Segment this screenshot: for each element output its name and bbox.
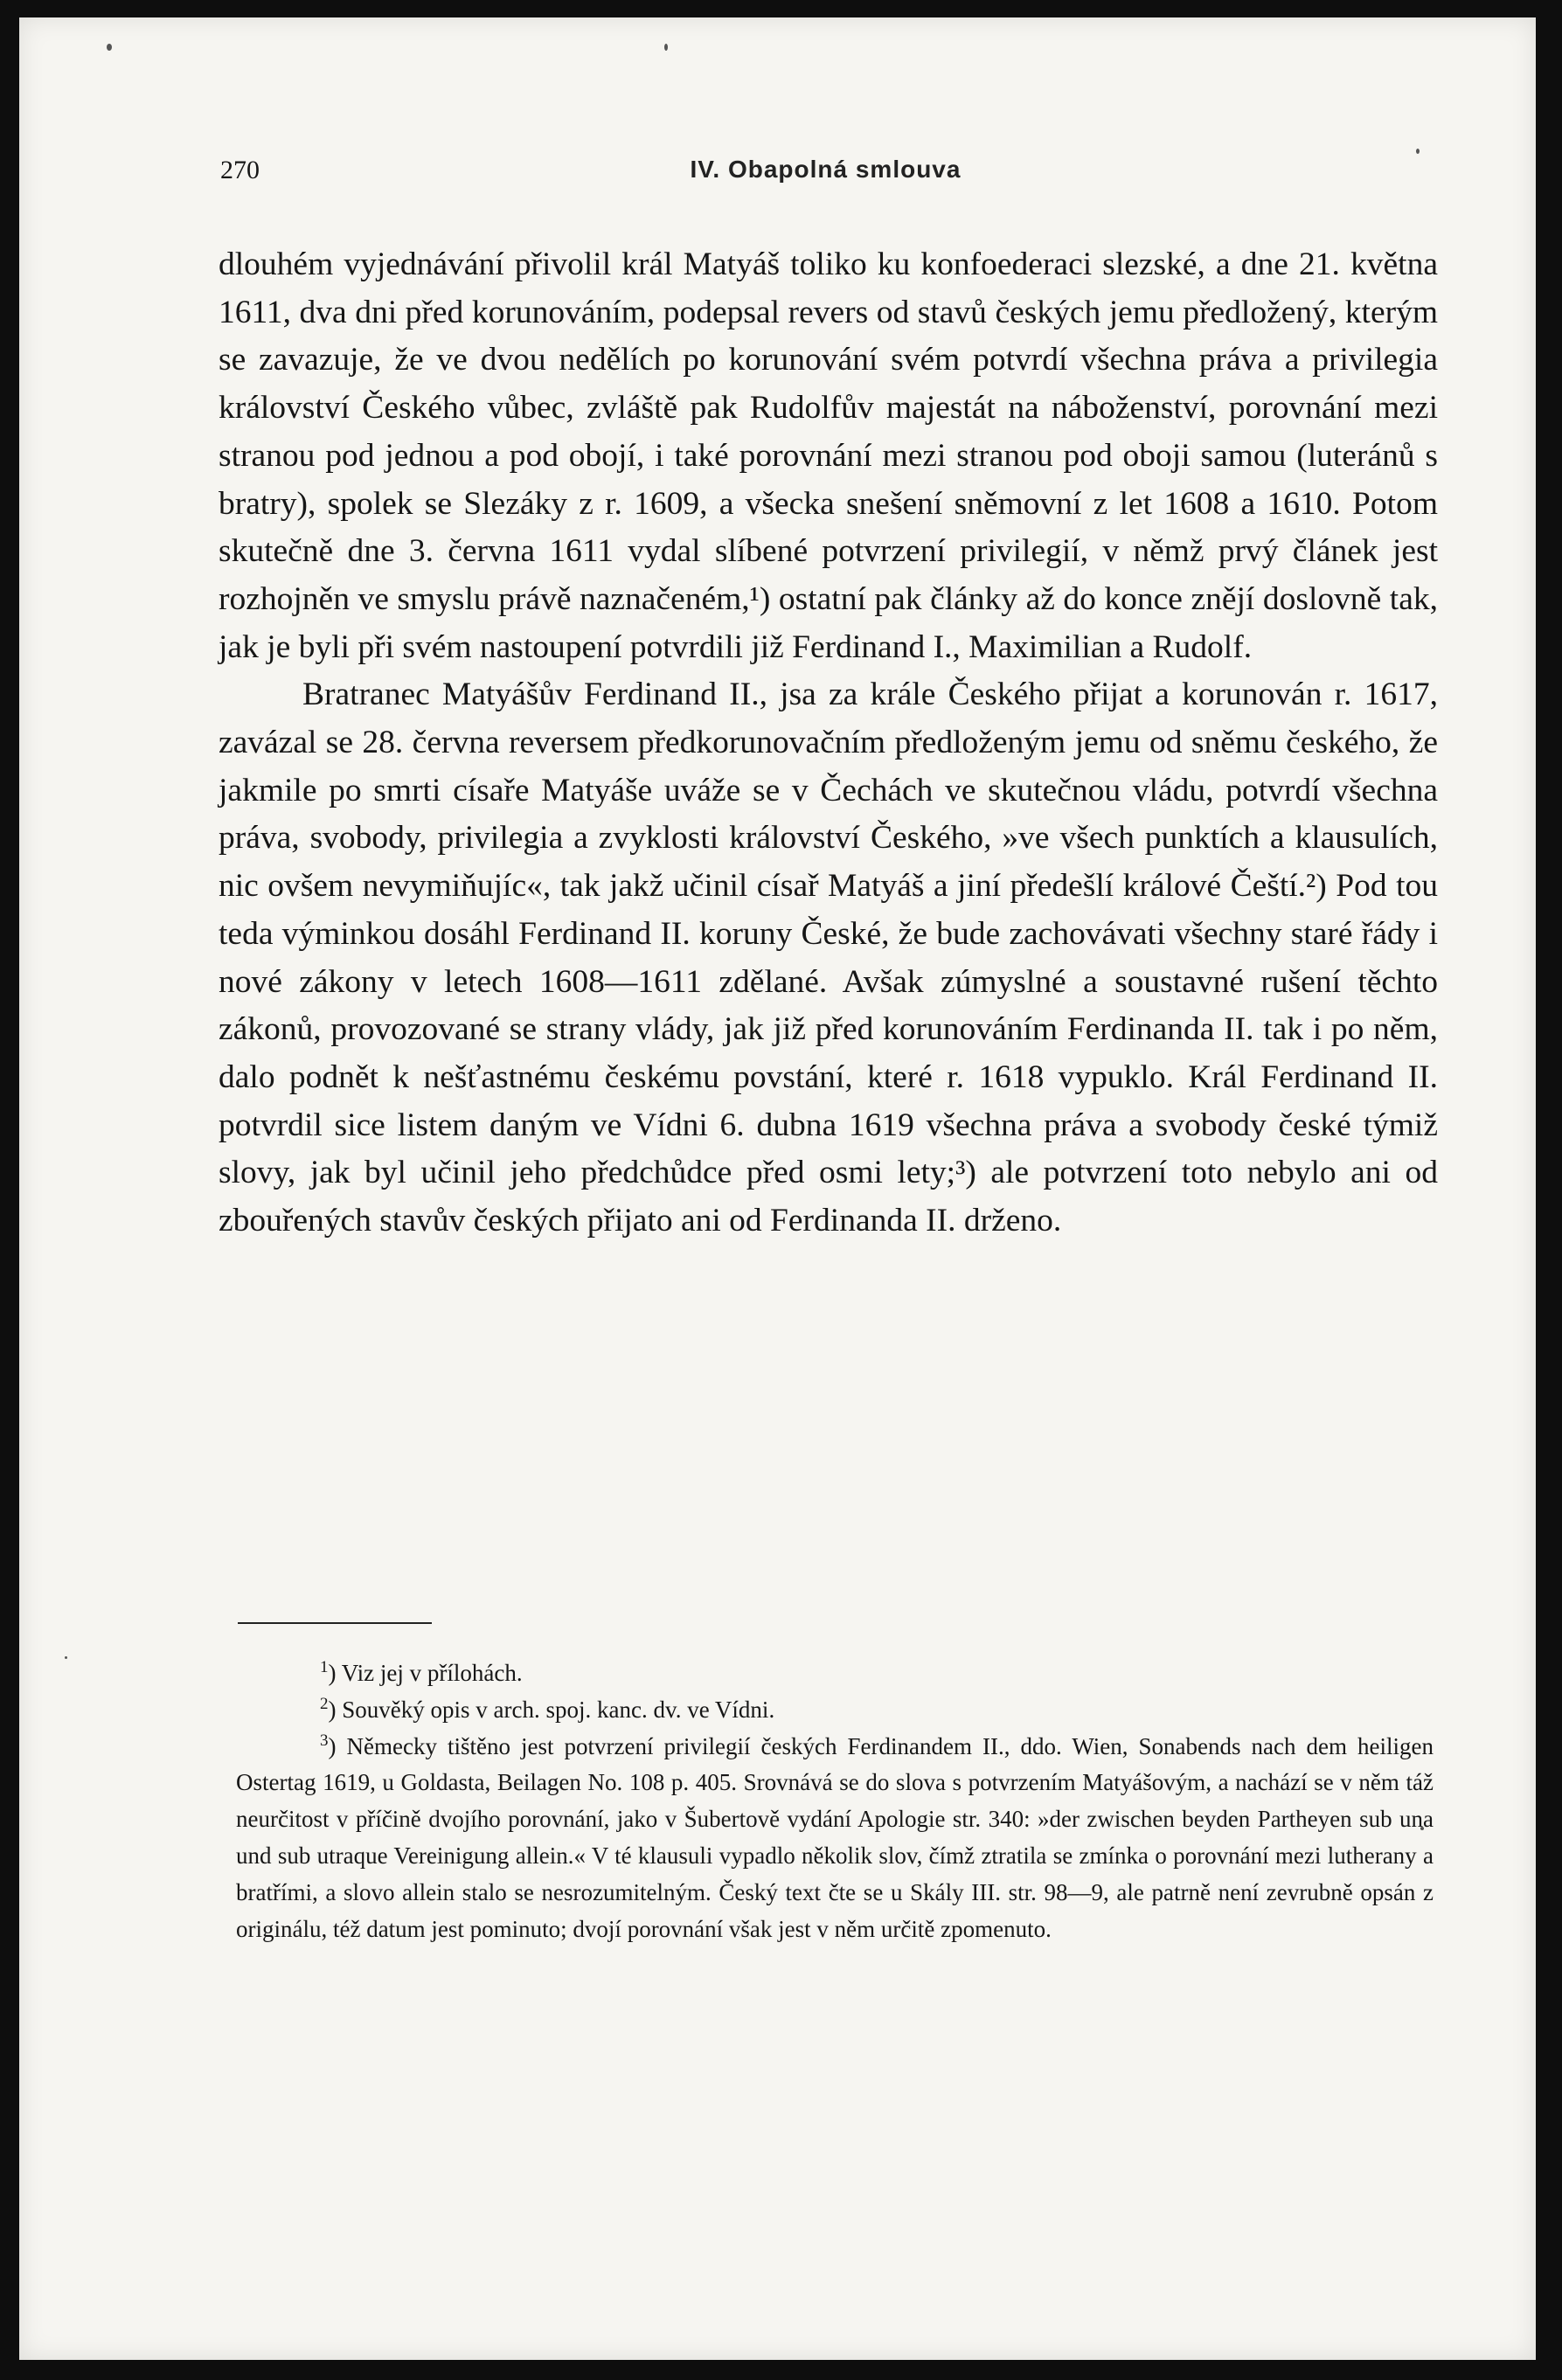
footnote-text: Souvěký opis v arch. spoj. kanc. dv. ve Vídni. (342, 1696, 775, 1723)
scan-speck (1416, 149, 1420, 154)
scan-speck (65, 1656, 67, 1659)
scan-speck (107, 44, 112, 51)
page-number: 270 (220, 156, 260, 184)
footnote-mark: 3 (320, 1731, 329, 1750)
book-page (19, 17, 1536, 2360)
footnote-divider (238, 1622, 432, 1624)
footnote-mark: 2 (320, 1694, 329, 1713)
running-title: IV. Obapolná smlouva (690, 156, 961, 183)
body-text (219, 241, 1438, 1246)
paragraph-1: dlouhém vyjednávání přivolil král Matyáš toliko ku konfoederaci slezské, a dne 21. května 1611, dva dni před korunováním, podepsal revers od stavů českých jemu předložený, kterým se zavazuje, že ve dvou nedělích po korunování svém potvrdí všechna práva a privilegia království Českého vůbec, zvláště pak Rudolfův majestát na náboženství, porovnání mezi stranou pod jednou a pod obojí, i také porovnání mezi stranou pod oboji samou (luteránů s bratry), spolek se Slezáky z r. 1609, a všecka snešení sněmovní z let 1608 a 1610. Potom skutečně dne 3. června 1611 vydal slíbené potvrzení privilegií, v němž prvý článek jest rozhojněn ve smyslu právě naznačeném,¹) ostatní pak články až do konce znějí doslovně tak, jak je byli při svém nastoupení potvrdili již Ferdinand I., Maximilian a Rudolf. (219, 246, 1438, 665)
footnote-2: $^2$) Souvěký opis v arch. spoj. kanc. dv. ve Vídni. (320, 1694, 775, 1723)
running-head (220, 156, 1431, 191)
paragraph-2: Bratranec Matyášův Ferdinand II., jsa za krále Českého přijat a korunován r. 1617, zavázal se 28. června reversem předkorunovačním předloženým jemu od sněmu českého, že jakmile po smrti císaře Matyáše uváže se v Čechách ve skutečnou vládu, potvrdí všechna práva, svobody, privilegia a zvyklosti království Českého, »ve všech punktích a klausulích, nic ovšem nevymiňujíc«, tak jakž učinil císař Matyáš a jiní předešlí králové Čeští.²) Pod tou teda výminkou dosáhl Ferdinand II. koruny České, že bude zachovávati všechny staré řády i nové zákony v letech 1608—1611 zdělané. Avšak zúmyslné a soustavné rušení těchto zákonů, provozované se strany vlády, jak již před korunováním Ferdinanda II. tak i po něm, dalo podnět k nešťastnému českému povstání, které r. 1618 vypuklo. Král Ferdinand II. potvrdil sice listem daným ve Vídni 6. dubna 1619 všechna práva a svobody české týmiž slovy, jak byl učinil jeho předchůdce před osmi lety;³) ale potvrzení toto nebylo ani od zbouřených stavův českých přijato ani od Ferdinanda II. drženo. (219, 677, 1438, 1239)
footnote-text: Viz jej v přílohách. (341, 1660, 523, 1686)
footnote-3: $^3$) Německy tištěno jest potvrzení privilegií českých Ferdinandem II., ddo. Wien, Sonabends nach dem heiligen Ostertag 1619, u Goldasta, Beilagen No. 108 p. 405. Srovnává se do slova s potvrzením Matyášovým, a nachází se v něm táž neurčitost v příčině dvojího porovnání, jako v Šubertově vydání Apologie str. 340: »der zwischen beyden Partheyen sub una und sub utraque Vereinigung allein.« V té klausuli vypadlo několik slov, čímž ztratila se zmínka o porovnání mezi lutherany a bratřími, a slovo allein stalo se nesrozumitelným. Český text čte se u Skály III. str. 98—9, ale patrně není zevrubně opsán z originálu, též datum jest pominuto; dvojí porovnání však jest v něm určitě zpomenuto. (236, 1731, 1434, 1942)
footnote-text: Německy tištěno jest potvrzení privilegií českých Ferdinandem II., ddo. Wien, Sonabends nach dem heiligen Ostertag 1619, u Goldasta, Beilagen No. 108 p. 405. Srovnává se do slova s potvrzením Matyášovým, a nachází se v něm táž neurčitost v příčině dvojího porovnání, jako v Šubertově vydání Apologie str. 340: »der zwischen beyden Partheyen sub una und sub utraque Vereinigung allein.« V té klausuli vypadlo několik slov, čímž ztratila se zmínka o porovnání mezi lutherany a bratřími, a slovo allein stalo se nesrozumitelným. Český text čte se u Skály III. str. 98—9, ale patrně není zevrubně opsán z originálu, též datum jest pominuto; dvojí porovnání však jest v něm určitě zpomenuto. (236, 1732, 1434, 1942)
scan-speck (664, 44, 668, 51)
footnotes (236, 1655, 1434, 1947)
footnote-1: $^1$) Viz jej v přílohách. (320, 1658, 523, 1686)
footnote-mark: 1 (320, 1658, 329, 1676)
